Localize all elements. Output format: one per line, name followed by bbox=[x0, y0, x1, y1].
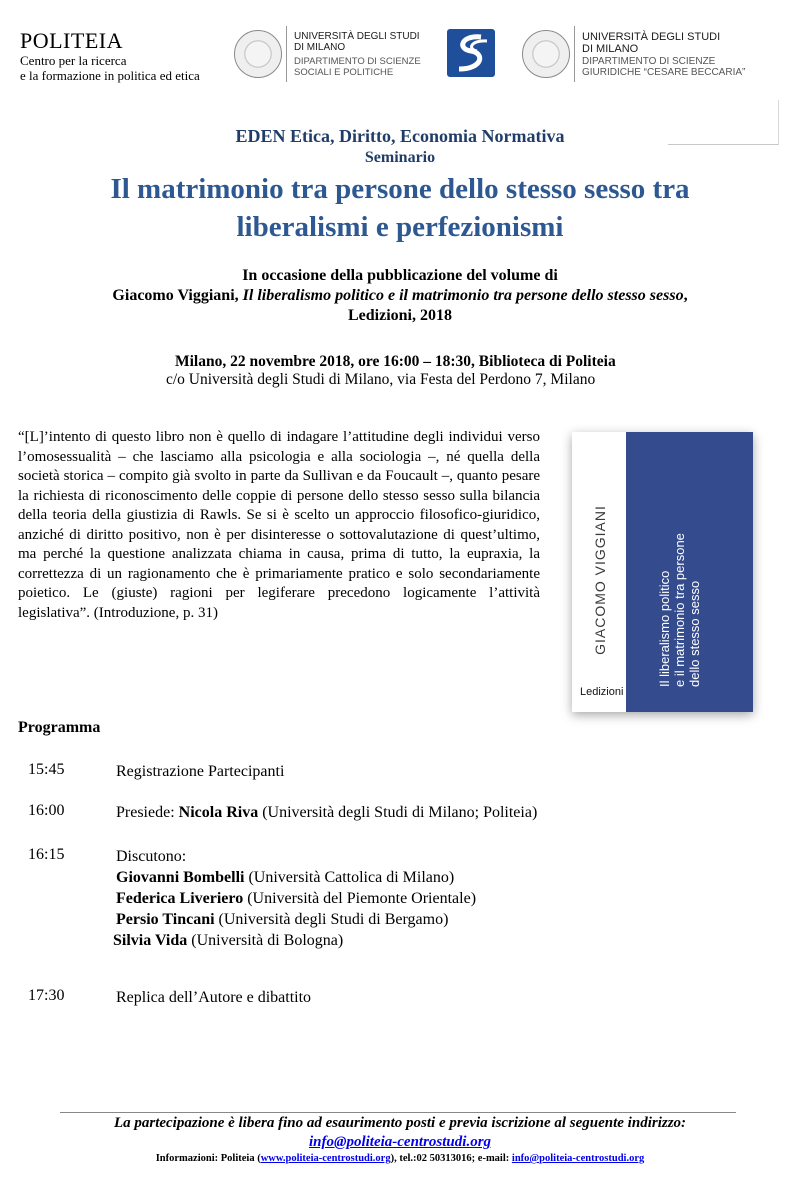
uni1-name-line2: DI MILANO bbox=[294, 42, 346, 53]
info-middle: ), tel.:02 50313016; e-mail: bbox=[390, 1153, 512, 1164]
discussant-affiliation: (Università degli Studi di Bergamo) bbox=[214, 911, 449, 928]
title-line1: Il matrimonio tra persone dello stesso sesso tra bbox=[110, 173, 690, 205]
book-cover-author: GIACOMO VIGGIANI bbox=[592, 505, 608, 655]
registration-email-link[interactable]: info@politeia-centrostudi.org bbox=[308, 1134, 492, 1150]
book-cover-title-line1: Il liberalismo politico bbox=[657, 570, 672, 687]
title-line2: liberalismi e perfezionismi bbox=[236, 211, 564, 243]
uni2-dept bbox=[582, 56, 762, 78]
politeia-logo-name: POLITEIA bbox=[20, 28, 123, 53]
event-date-time: Milano, 22 novembre 2018, ore 16:00 – 18:30, Biblioteca di Politeia bbox=[175, 353, 616, 370]
programme-time: 15:45 bbox=[28, 761, 65, 778]
programme-item: Replica dell’Autore e dibattito bbox=[116, 989, 312, 1006]
info-prefix: Informazioni: Politeia ( bbox=[155, 1153, 261, 1164]
logo-divider bbox=[574, 26, 575, 82]
book-quote: “[L]’intento di questo libro non è quello di indagare l’attitudine degli individui verso l’omosessualità – che lasciamo alla psicologia e alla sociologia –, né quella della società storica – compito già svolto in parte da Sullivan e da Foucault –, quanto pesare la richiesta di riconoscimento delle coppie di persone dello stesso sesso sulla bilancia della teoria della giustizia di Rawls. Se si è scelto un approccio filosofico-giuridico, anziché di diritto positivo, non è per disinteresse o sottovalutazione di quest’ultimo, ma perché la questione analizzata chiama in causa, prima di tutto, la eupraxia, la correttezza di un ragionamento che è primariamente pratico e solo secondariamente poietico. Le (giuste) ragioni per legiferare precedono logicamente l’attività legislativa”. (Introduzione, p. 31) bbox=[18, 429, 540, 621]
chair-name: Nicola Riva bbox=[178, 804, 259, 821]
uni1-name-line1: UNIVERSITÀ DEGLI STUDI bbox=[294, 31, 420, 42]
chair-label: Presiede: bbox=[116, 804, 179, 821]
registration-note: La partecipazione è libera fino ad esaurimento posti e previa iscrizione al seguente indirizzo: bbox=[113, 1115, 687, 1131]
university-seal-icon bbox=[234, 30, 282, 78]
event-type: Seminario bbox=[364, 149, 436, 166]
uni1-dept bbox=[294, 56, 444, 78]
uni1-dept-line2: SOCIALI E POLITICHE bbox=[294, 67, 394, 78]
discussant bbox=[116, 888, 476, 909]
website-link[interactable]: www.politeia-centrostudi.org bbox=[260, 1153, 391, 1164]
discussant bbox=[113, 930, 476, 951]
discussant-affiliation: (Università Cattolica di Milano) bbox=[244, 869, 455, 886]
footer-divider bbox=[60, 1112, 736, 1113]
programme-heading: Programma bbox=[18, 719, 101, 736]
uni1-name bbox=[294, 31, 444, 53]
programme-item bbox=[113, 846, 477, 951]
politeia-subtitle-line2: e la formazione in politica ed etica bbox=[20, 68, 200, 83]
discussant-name: Federica Liveriero bbox=[116, 890, 244, 907]
book-title: Il liberalismo politico e il matrimonio tra persone dello stesso sesso bbox=[242, 287, 684, 304]
book-cover-title-line2: e il matrimonio tra persone bbox=[672, 533, 687, 687]
discussant bbox=[116, 867, 476, 888]
event-location: c/o Università degli Studi di Milano, via Festa del Perdono 7, Milano bbox=[166, 371, 596, 388]
occasion-block bbox=[0, 266, 800, 326]
programme-item bbox=[116, 802, 537, 823]
programme-item: Registrazione Partecipanti bbox=[116, 763, 285, 780]
occasion-line1: In occasione della pubblicazione del volume di bbox=[242, 267, 558, 284]
uni2-name-line1: UNIVERSITÀ DEGLI STUDI bbox=[582, 31, 721, 43]
uni1-dept-line1: DIPARTIMENTO DI SCIENZE bbox=[294, 56, 421, 67]
page-title bbox=[0, 170, 800, 246]
discussants-label: Discutono: bbox=[116, 848, 187, 865]
publisher-year: Ledizioni, 2018 bbox=[347, 307, 452, 324]
uni2-dept-line1: DIPARTIMENTO DI SCIENZE bbox=[582, 56, 716, 67]
book-cover-title-line3: dello stesso sesso bbox=[687, 580, 702, 687]
discussant-name: Silvia Vida bbox=[113, 932, 188, 949]
contact-info bbox=[0, 1153, 800, 1164]
programme-time: 17:30 bbox=[28, 987, 65, 1004]
discussant bbox=[116, 909, 476, 930]
author-name: Giacomo Viggiani, bbox=[112, 287, 243, 304]
university-seal-icon bbox=[522, 30, 570, 78]
occasion-separator: , bbox=[683, 287, 688, 304]
politeia-subtitle-line1: Centro per la ricerca bbox=[20, 53, 127, 68]
uni2-name-line2: DI MILANO bbox=[582, 43, 639, 55]
discussant-name: Persio Tincani bbox=[116, 911, 215, 928]
uni2-name bbox=[582, 31, 762, 55]
discussant-name: Giovanni Bombelli bbox=[116, 869, 245, 886]
registration-email-line bbox=[0, 1134, 800, 1151]
programme-time: 16:15 bbox=[28, 846, 65, 863]
logo-divider bbox=[286, 26, 287, 82]
discussant-affiliation: (Università del Piemonte Orientale) bbox=[243, 890, 477, 907]
uni2-dept-line2: GIURIDICHE “CESARE BECCARIA” bbox=[582, 67, 746, 78]
chair-affiliation: (Università degli Studi di Milano; Politeia) bbox=[258, 804, 538, 821]
discussant-affiliation: (Università di Bologna) bbox=[187, 932, 344, 949]
book-cover-title bbox=[657, 457, 723, 687]
book-cover-publisher: Ledizioni bbox=[580, 686, 624, 698]
occasion-line2 bbox=[0, 286, 800, 306]
programme-time: 16:00 bbox=[28, 802, 65, 819]
series-title: EDEN Etica, Diritto, Economia Normativa bbox=[235, 126, 565, 146]
book-cover-image bbox=[572, 432, 753, 712]
contact-email-link[interactable]: info@politeia-centrostudi.org bbox=[511, 1153, 645, 1164]
sps-logo-icon bbox=[447, 29, 495, 77]
